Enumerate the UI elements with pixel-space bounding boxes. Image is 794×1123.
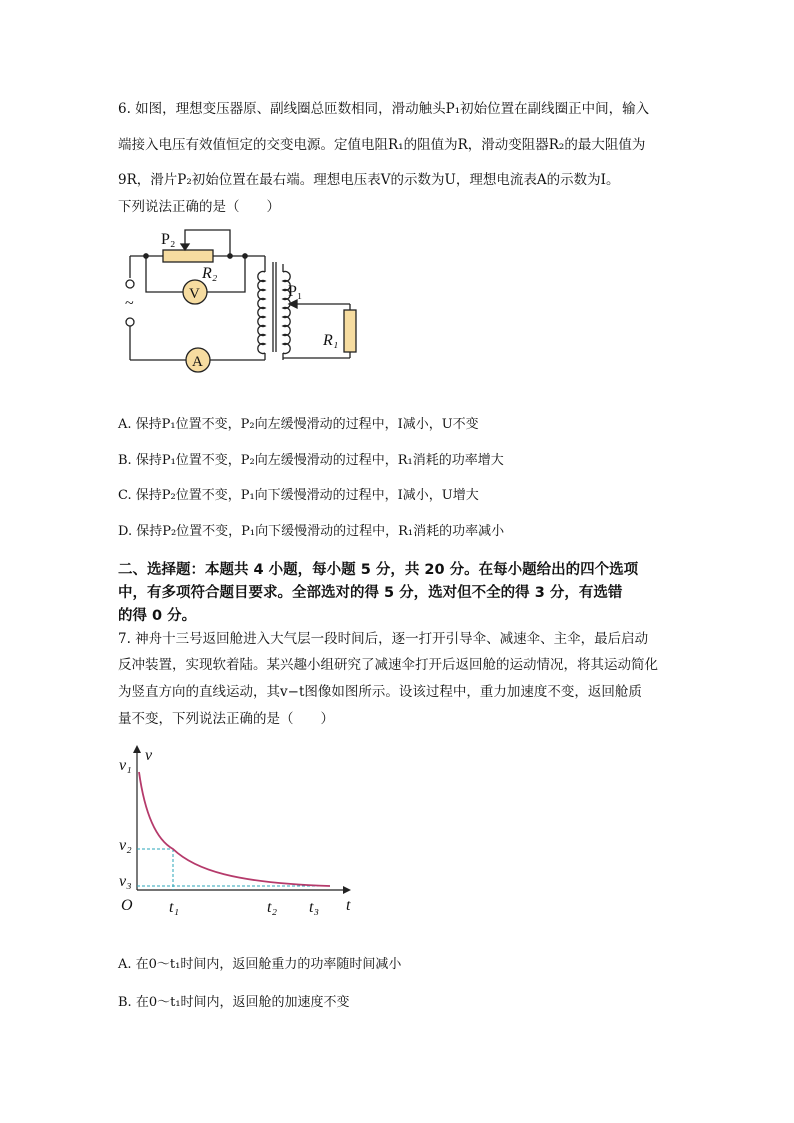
q7-line-1: 7. 神舟十三号返回舱进入大气层一段时间后，逐一打开引导伞、减速伞、主伞，最后启动 [118, 631, 649, 647]
section-2-line-1: 二、选择题：本题共 4 小题，每小题 5 分，共 20 分。在每小题给出的四个选项 [118, 562, 639, 578]
q6-option-a: A. 保持P₁位置不变，P₂向左缓慢滑动的过程中，I减小，U不变 [118, 417, 479, 432]
velocity-curve [139, 772, 330, 886]
q6-line-3: 9R，滑片P₂初始位置在最右端。理想电压表V的示数为U，理想电流表A的示数为I。 [118, 172, 620, 188]
label-v: V [189, 286, 200, 302]
resistor-r1 [344, 310, 356, 352]
label-v2: v₂ [119, 837, 132, 854]
q6-line-4: 下列说法正确的是（ ） [118, 199, 280, 215]
q6-line-2: 端接入电压有效值恒定的交变电源。定值电阻R₁的阻值为R，滑动变阻器R₂的最大阻值为 [118, 137, 646, 153]
q6-line-1: 6. 如图，理想变压器原、副线圈总匝数相同，滑动触头P₁初始位置在副线圈正中间，输入 [118, 101, 650, 117]
q7-option-a: A. 在0～t₁时间内，返回舱重力的功率随时间减小 [118, 957, 402, 972]
label-p2: P₂ [161, 231, 176, 248]
transformer-circuit-figure [115, 222, 375, 382]
q6-option-d: D. 保持P₂位置不变，P₁向下缓慢滑动的过程中，R₁消耗的功率减小 [118, 524, 505, 539]
section-2-line-2: 中，有多项符合题目要求。全部选对的得 5 分，选对但不全的得 3 分，有选错 [118, 585, 623, 601]
q7-line-4: 量不变，下列说法正确的是（ ） [118, 711, 334, 727]
label-source: ~ [125, 295, 134, 312]
label-r1: R₁ [323, 332, 339, 349]
v-t-graph [115, 740, 365, 920]
label-p1: P₁ [288, 283, 303, 300]
label-t3: t₃ [309, 899, 320, 916]
label-v-axis: v [145, 747, 153, 764]
label-v1: v₁ [119, 757, 132, 774]
label-v3: v₃ [119, 873, 132, 890]
q6-option-b: B. 保持P₁位置不变，P₂向左缓慢滑动的过程中，R₁消耗的功率增大 [118, 453, 504, 468]
rheostat-r2 [163, 250, 213, 262]
label-t1: t₁ [169, 899, 180, 916]
label-origin: O [121, 897, 133, 914]
label-a: A [192, 354, 203, 370]
label-t-axis: t [346, 897, 351, 914]
q7-line-2: 反冲装置，实现软着陆。某兴趣小组研究了减速伞打开后返回舱的运动情况，将其运动简化 [118, 657, 658, 673]
q7-option-b: B. 在0～t₁时间内，返回舱的加速度不变 [118, 995, 350, 1010]
label-r2: R₂ [202, 265, 218, 282]
q7-line-3: 为竖直方向的直线运动，其v−t图像如图所示。设该过程中，重力加速度不变，返回舱质 [118, 684, 642, 700]
label-t2: t₂ [267, 899, 278, 916]
q6-option-c: C. 保持P₂位置不变，P₁向下缓慢滑动的过程中，I减小，U增大 [118, 488, 479, 503]
section-2-line-3: 的得 0 分。 [118, 608, 197, 624]
